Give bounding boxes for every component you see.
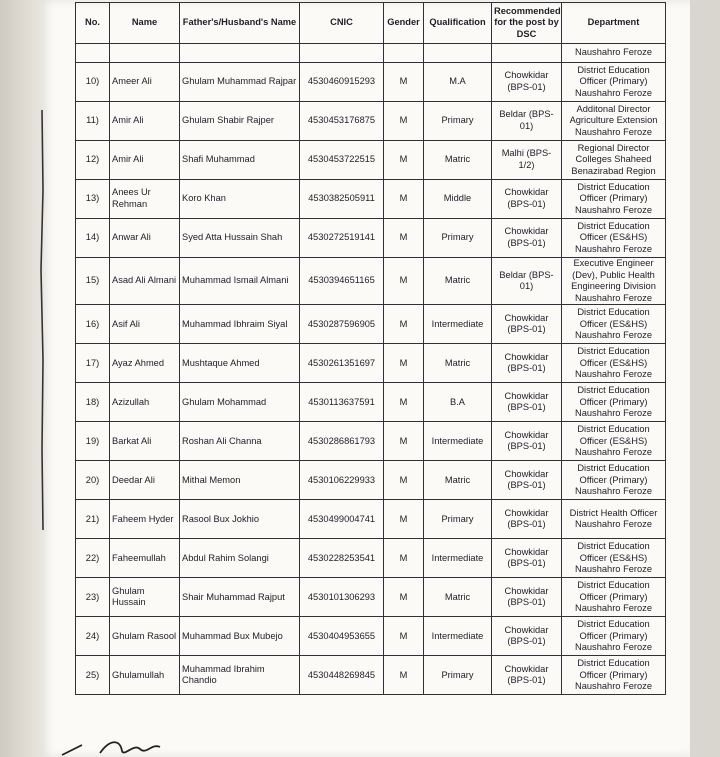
row-name: Ayaz Ahmed: [110, 344, 180, 383]
row-name: Asif Ali: [110, 305, 180, 344]
table-row: [76, 500, 666, 539]
row-gender: M: [384, 539, 424, 578]
header-gender: Gender: [384, 3, 424, 44]
row-father-name: Ghulam Muhammad Rajpar: [180, 63, 300, 102]
row-number: 14): [76, 219, 110, 258]
row-father-name: Muhammad Ibrahim Chandio: [180, 656, 300, 695]
row-name: Ghulamullah: [110, 656, 180, 695]
row-qualification: B.A: [424, 383, 492, 422]
row-cnic: 4530448269845: [300, 656, 384, 695]
row-number: 19): [76, 422, 110, 461]
row-number: 20): [76, 461, 110, 500]
table-row: [76, 656, 666, 695]
row-father-name: Roshan Ali Channa: [180, 422, 300, 461]
table-header-row: [76, 3, 666, 44]
row-department: District Education Officer (Primary) Naushahro Feroze: [562, 656, 666, 695]
row-qualification: Primary: [424, 500, 492, 539]
row-number: 10): [76, 63, 110, 102]
table-row: [76, 141, 666, 180]
row-number: 21): [76, 500, 110, 539]
row-number: 11): [76, 102, 110, 141]
row-father-name: Muhammad Ibhraim Siyal: [180, 305, 300, 344]
row-father-name: Koro Khan: [180, 180, 300, 219]
row-post: Beldar (BPS-01): [492, 102, 562, 141]
table-row: [76, 383, 666, 422]
row-name: Amir Ali: [110, 141, 180, 180]
row-cnic: 4530272519141: [300, 219, 384, 258]
row-qualification: Intermediate: [424, 422, 492, 461]
row-gender: M: [384, 656, 424, 695]
row-gender: M: [384, 383, 424, 422]
row-name: Barkat Ali: [110, 422, 180, 461]
row-qualification: Matric: [424, 258, 492, 305]
row-number: 15): [76, 258, 110, 305]
row-gender: M: [384, 617, 424, 656]
header-qualification: Qualification: [424, 3, 492, 44]
row-cnic: 4530460915293: [300, 63, 384, 102]
row-gender: M: [384, 180, 424, 219]
row-cnic: 4530101306293: [300, 578, 384, 617]
row-qualification: Middle: [424, 180, 492, 219]
row-cnic: 4530286861793: [300, 422, 384, 461]
row-gender: M: [384, 500, 424, 539]
row-name: Ghulam Hussain: [110, 578, 180, 617]
row-gender: M: [384, 258, 424, 305]
row-cnic: 4530287596905: [300, 305, 384, 344]
row-number: 22): [76, 539, 110, 578]
header-cnic: CNIC: [300, 3, 384, 44]
row-post: Chowkidar (BPS-01): [492, 461, 562, 500]
row-cnic: 4530261351697: [300, 344, 384, 383]
row-number: 16): [76, 305, 110, 344]
row-department: District Education Officer (Primary) Naushahro Feroze: [562, 461, 666, 500]
row-number: 12): [76, 141, 110, 180]
row-post: Chowkidar (BPS-01): [492, 383, 562, 422]
row-post: Chowkidar (BPS-01): [492, 63, 562, 102]
table-row: [76, 344, 666, 383]
row-father-name: Syed Atta Hussain Shah: [180, 219, 300, 258]
row-gender: M: [384, 141, 424, 180]
row-post: Chowkidar (BPS-01): [492, 422, 562, 461]
row-qualification: Primary: [424, 656, 492, 695]
table-row: [76, 180, 666, 219]
row-gender: M: [384, 219, 424, 258]
table-row: [76, 461, 666, 500]
row-cnic: 4530394651165: [300, 258, 384, 305]
header-no: No.: [76, 3, 110, 44]
row-number: 13): [76, 180, 110, 219]
row-gender: M: [384, 305, 424, 344]
table-row: [76, 578, 666, 617]
table-row: [76, 102, 666, 141]
row-department: Additonal Director Agriculture Extension Naushahro Feroze: [562, 102, 666, 141]
row-qualification: Intermediate: [424, 539, 492, 578]
row-name: Anwar Ali: [110, 219, 180, 258]
row-department: District Education Officer (Primary) Naushahro Feroze: [562, 63, 666, 102]
row-gender: M: [384, 461, 424, 500]
row-qualification: M.A: [424, 63, 492, 102]
row-department: Regional Director Colleges Shaheed Benazirabad Region: [562, 141, 666, 180]
row-name: Anees Ur Rehman: [110, 180, 180, 219]
header-post: Recommended for the post by DSC: [492, 3, 562, 44]
row-department: District Education Officer (Primary) Naushahro Feroze: [562, 180, 666, 219]
row-name: Azizullah: [110, 383, 180, 422]
row-gender: M: [384, 344, 424, 383]
table-row: [76, 305, 666, 344]
row-gender: M: [384, 63, 424, 102]
row-cnic: 4530453176875: [300, 102, 384, 141]
row-qualification: Matric: [424, 578, 492, 617]
table-row: [76, 422, 666, 461]
row-father-name: Ghulam Mohammad: [180, 383, 300, 422]
row-name: Asad Ali Almani: [110, 258, 180, 305]
row-department: District Health Officer Naushahro Feroze: [562, 500, 666, 539]
row-cnic: 4530106229933: [300, 461, 384, 500]
table-row: [76, 63, 666, 102]
table-row: [76, 258, 666, 305]
continuation-department: Naushahro Feroze: [562, 44, 666, 63]
row-cnic: 4530382505911: [300, 180, 384, 219]
margin-pen-mark: [34, 110, 48, 530]
row-father-name: Abdul Rahim Solangi: [180, 539, 300, 578]
header-department: Department: [562, 3, 666, 44]
row-father-name: Shafi Muhammad: [180, 141, 300, 180]
table-row: [76, 219, 666, 258]
row-gender: M: [384, 422, 424, 461]
row-father-name: Ghulam Shabir Rajper: [180, 102, 300, 141]
row-department: Executive Engineer (Dev), Public Health Engineering Division Naushahro Feroze: [562, 258, 666, 305]
row-name: Ameer Ali: [110, 63, 180, 102]
row-father-name: Rasool Bux Jokhio: [180, 500, 300, 539]
row-post: Chowkidar (BPS-01): [492, 305, 562, 344]
signature-scribble: [60, 735, 220, 757]
row-post: Chowkidar (BPS-01): [492, 180, 562, 219]
row-qualification: Intermediate: [424, 617, 492, 656]
row-gender: M: [384, 578, 424, 617]
row-father-name: Shair Muhammad Rajput: [180, 578, 300, 617]
row-number: 23): [76, 578, 110, 617]
row-qualification: Matric: [424, 344, 492, 383]
row-post: Malhi (BPS-1/2): [492, 141, 562, 180]
row-number: 25): [76, 656, 110, 695]
row-qualification: Primary: [424, 219, 492, 258]
row-department: District Education Officer (Primary) Naushahro Feroze: [562, 383, 666, 422]
row-name: Ghulam Rasool: [110, 617, 180, 656]
row-name: Deedar Ali: [110, 461, 180, 500]
row-department: District Education Officer (ES&HS) Naushahro Feroze: [562, 422, 666, 461]
row-post: Chowkidar (BPS-01): [492, 578, 562, 617]
table-row: [76, 539, 666, 578]
row-department: District Education Officer (ES&HS) Naushahro Feroze: [562, 305, 666, 344]
row-department: District Education Officer (ES&HS) Naushahro Feroze: [562, 344, 666, 383]
recruitment-table: [75, 2, 666, 695]
continuation-row: [76, 44, 666, 63]
header-father: Father's/Husband's Name: [180, 3, 300, 44]
row-qualification: Matric: [424, 141, 492, 180]
row-gender: M: [384, 102, 424, 141]
row-post: Chowkidar (BPS-01): [492, 617, 562, 656]
row-name: Amir Ali: [110, 102, 180, 141]
row-post: Chowkidar (BPS-01): [492, 344, 562, 383]
row-number: 24): [76, 617, 110, 656]
row-post: Chowkidar (BPS-01): [492, 219, 562, 258]
row-post: Chowkidar (BPS-01): [492, 539, 562, 578]
row-number: 18): [76, 383, 110, 422]
row-cnic: 4530113637591: [300, 383, 384, 422]
row-qualification: Intermediate: [424, 305, 492, 344]
row-post: Beldar (BPS-01): [492, 258, 562, 305]
row-department: District Education Officer (Primary) Naushahro Feroze: [562, 578, 666, 617]
row-cnic: 4530499004741: [300, 500, 384, 539]
row-number: 17): [76, 344, 110, 383]
row-post: Chowkidar (BPS-01): [492, 656, 562, 695]
row-department: District Education Officer (ES&HS) Naushahro Feroze: [562, 539, 666, 578]
row-father-name: Muhammad Bux Mubejo: [180, 617, 300, 656]
header-name: Name: [110, 3, 180, 44]
row-name: Faheemullah: [110, 539, 180, 578]
row-department: District Education Officer (Primary) Naushahro Feroze: [562, 617, 666, 656]
row-father-name: Mushtaque Ahmed: [180, 344, 300, 383]
row-cnic: 4530228253541: [300, 539, 384, 578]
row-department: District Education Officer (ES&HS) Naushahro Feroze: [562, 219, 666, 258]
table-row: [76, 617, 666, 656]
row-cnic: 4530404953655: [300, 617, 384, 656]
row-qualification: Primary: [424, 102, 492, 141]
row-cnic: 4530453722515: [300, 141, 384, 180]
row-name: Faheem Hyder: [110, 500, 180, 539]
row-qualification: Matric: [424, 461, 492, 500]
row-post: Chowkidar (BPS-01): [492, 500, 562, 539]
row-father-name: Muhammad Ismail Almani: [180, 258, 300, 305]
row-father-name: Mithal Memon: [180, 461, 300, 500]
